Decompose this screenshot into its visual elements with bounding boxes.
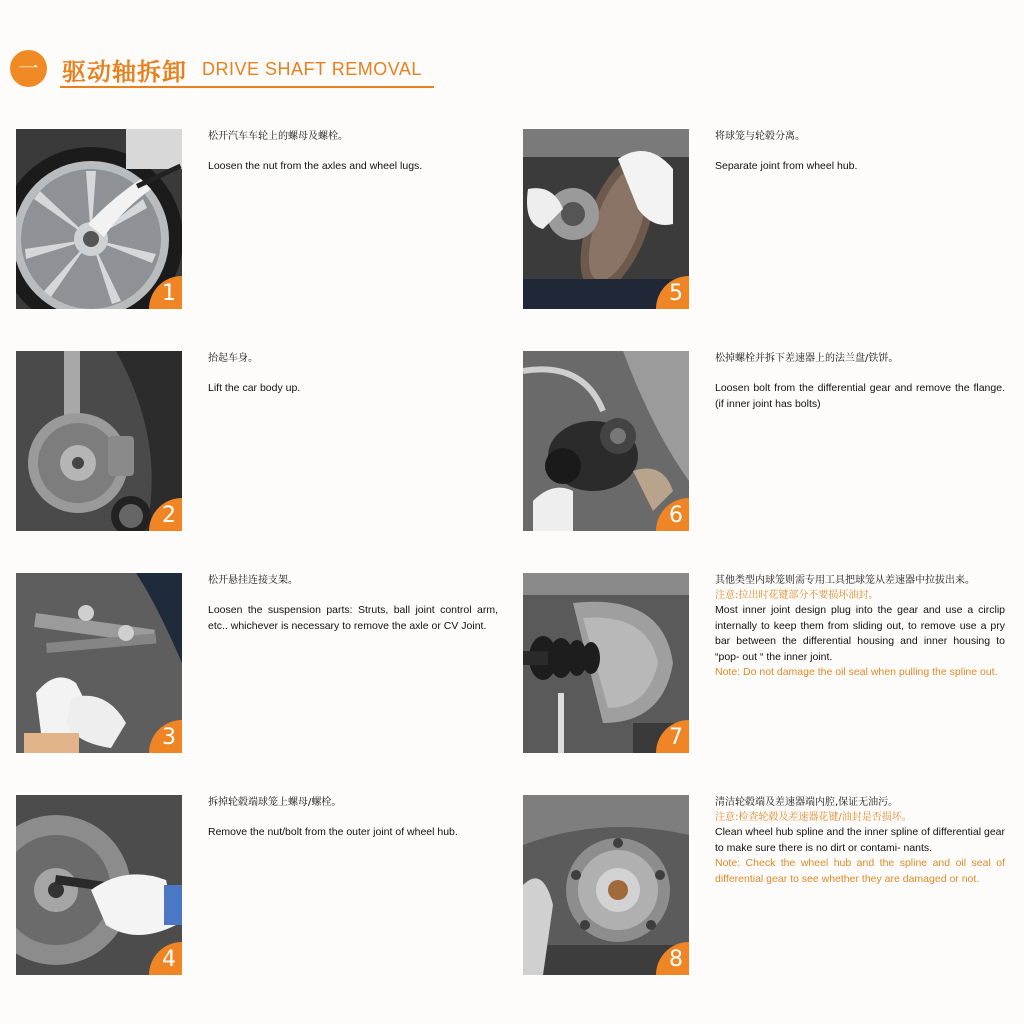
step-text — [715, 795, 1005, 887]
step-photo-hub-nut — [16, 795, 182, 975]
step-text-cn: 清洁轮毂端及差速器端内腔,保证无油污。 — [715, 797, 899, 808]
step-5 — [523, 129, 1023, 311]
step-note-cn: 注意:拉出时花键部分不要损坏油封。 — [715, 590, 879, 601]
step-text-cn: 其他类型内球笼则需专用工具把球笼从差速器中拉拔出来。 — [715, 575, 975, 586]
step-photo-suspension — [16, 573, 182, 753]
step-text-en: Remove the nut/bolt from the outer joint of wheel hub. — [208, 826, 458, 838]
step-text — [208, 795, 498, 841]
step-text-cn: 松掉螺栓并拆下差速器上的法兰盘/铁饼。 — [715, 353, 899, 364]
step-6 — [523, 351, 1023, 533]
step-number-badge: 4 — [149, 942, 182, 975]
step-text-cn: 将球笼与轮毂分离。 — [715, 131, 805, 142]
step-2 — [16, 351, 516, 533]
step-text — [715, 351, 1005, 412]
step-number-badge: 5 — [656, 276, 689, 309]
step-note-cn: 注意:检查轮毂及差速器花键/油封是否损坏。 — [715, 812, 912, 823]
step-number-badge: 3 — [149, 720, 182, 753]
step-number-badge: 1 — [149, 276, 182, 309]
step-text — [208, 351, 498, 397]
step-text-en: Loosen the suspension parts: Struts, ball joint control arm, etc.. whichever is necessary to remove the axle or CV Joint. — [208, 604, 498, 632]
step-text — [208, 573, 498, 634]
step-photo-differential — [523, 351, 689, 531]
section-title-en: DRIVE SHAFT REMOVAL — [202, 59, 422, 79]
section-title-cn: 驱动轴拆卸 — [62, 58, 187, 86]
step-3 — [16, 573, 516, 755]
step-photo-hub-spline — [523, 795, 689, 975]
step-text — [715, 573, 1005, 681]
step-text — [208, 129, 498, 175]
step-number-badge: 7 — [656, 720, 689, 753]
step-number-badge: 8 — [656, 942, 689, 975]
step-text-cn: 松开悬挂连接支架。 — [208, 575, 298, 586]
step-4 — [16, 795, 516, 977]
step-text-cn: 松开汽车车轮上的螺母及螺栓。 — [208, 131, 348, 142]
step-text-en: Loosen bolt from the differential gear and remove the flange. (if inner joint has bolts) — [715, 382, 1005, 410]
step-text — [715, 129, 1005, 175]
step-note-en: Note: Check the wheel hub and the spline and oil seal of differential gear to see whether they are damaged or not. — [715, 857, 1005, 885]
header-underline — [60, 86, 434, 88]
step-photo-joint-separation — [523, 129, 689, 309]
step-photo-wheel — [16, 129, 182, 309]
step-text-en: Separate joint from wheel hub. — [715, 160, 858, 172]
step-8 — [523, 795, 1023, 977]
step-7 — [523, 573, 1023, 755]
step-text-en: Lift the car body up. — [208, 382, 301, 394]
step-text-cn: 抬起车身。 — [208, 353, 258, 364]
step-text-cn: 拆掉轮毂端球笼上螺母/螺栓。 — [208, 797, 342, 808]
section-index-badge: 一 — [10, 50, 47, 87]
step-photo-brake-disc — [16, 351, 182, 531]
step-note-en: Note: Do not damage the oil seal when pulling the spline out. — [715, 666, 998, 678]
step-text-en: Clean wheel hub spline and the inner spline of differential gear to make sure there is no dirt or contami- nants. — [715, 826, 1005, 854]
step-number-badge: 2 — [149, 498, 182, 531]
step-1 — [16, 129, 516, 311]
step-photo-inner-joint — [523, 573, 689, 753]
section-header — [10, 50, 440, 92]
step-text-en: Most inner joint design plug into the gear and use a circlip internally to keep them from sliding out, to remove use a pry bar between the differential housing and inner housing to “pop- out “ the inner joint. — [715, 604, 1005, 663]
step-text-en: Loosen the nut from the axles and wheel lugs. — [208, 160, 423, 172]
step-number-badge: 6 — [656, 498, 689, 531]
